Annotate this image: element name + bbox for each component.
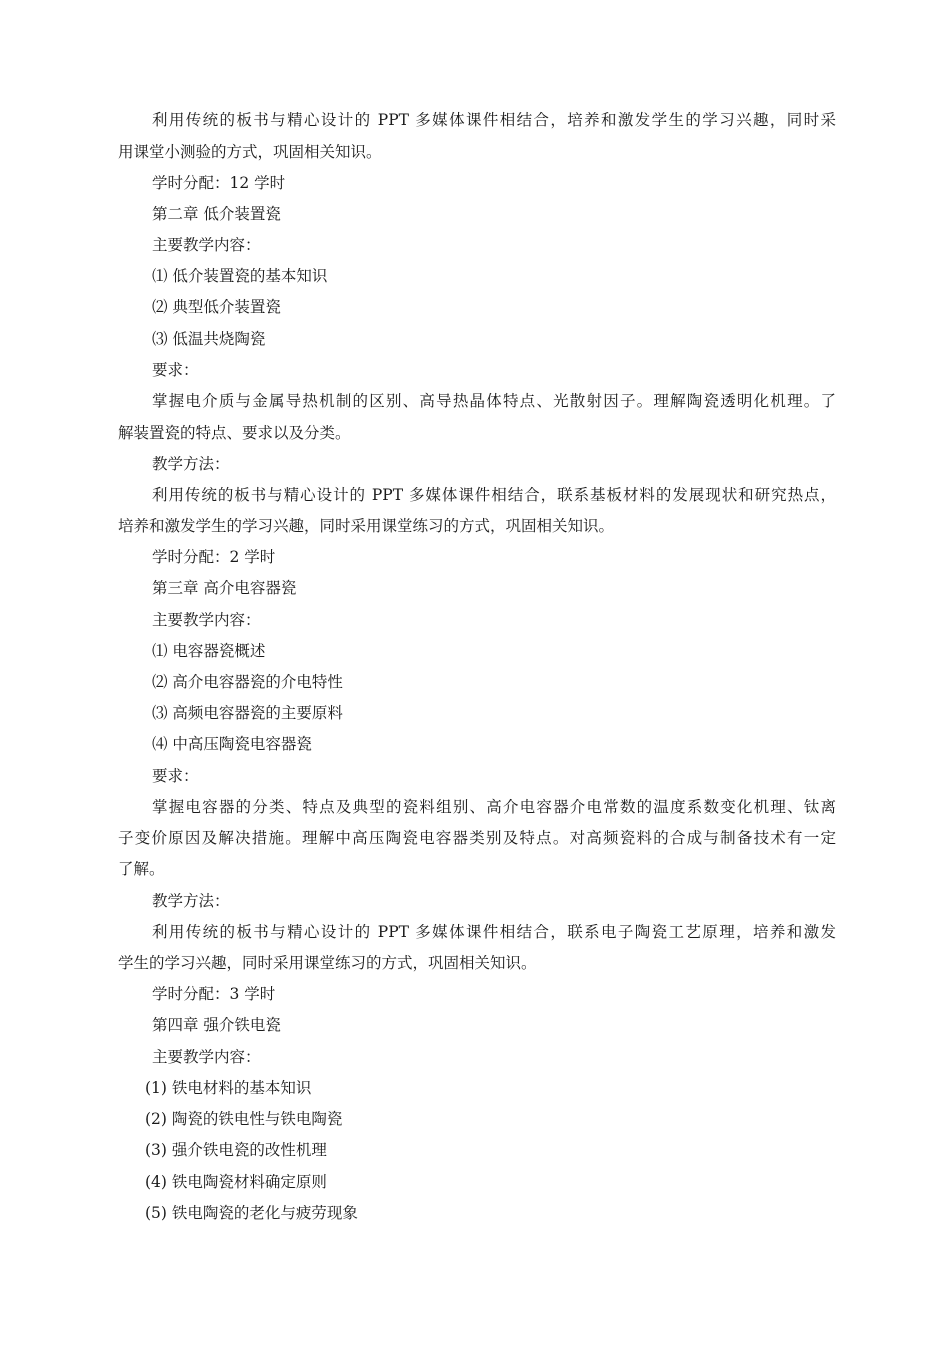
hours-allocation: 学时分配：2 学时 <box>152 548 276 566</box>
list-item: (5) 铁电陶瓷的老化与疲劳现象 <box>145 1204 358 1222</box>
list-item: ⑷ 中高压陶瓷电容器瓷 <box>152 735 312 753</box>
list-item: ⑶ 低温共烧陶瓷 <box>152 330 266 348</box>
paragraph-line: 利用传统的板书与精心设计的 PPT 多媒体课件相结合，联系基板材料的发展现状和研究热点， <box>152 486 836 504</box>
paragraph-line: 掌握电介质与金属导热机制的区别、高导热晶体特点、光散射因子。理解陶瓷透明化机理。了 <box>152 392 836 410</box>
list-item: (3) 强介铁电瓷的改性机理 <box>145 1141 327 1159</box>
section-label: 主要教学内容： <box>152 236 261 254</box>
list-item: ⑶ 高频电容器瓷的主要原料 <box>152 704 343 722</box>
list-item: ⑵ 典型低介装置瓷 <box>152 298 281 316</box>
paragraph-line: 培养和激发学生的学习兴趣，同时采用课堂练习的方式，巩固相关知识。 <box>118 517 615 535</box>
chapter-heading: 第四章 强介铁电瓷 <box>152 1016 281 1034</box>
hours-allocation: 学时分配：3 学时 <box>152 985 276 1003</box>
list-item: ⑵ 高介电容器瓷的介电特性 <box>152 673 343 691</box>
paragraph-line: 解装置瓷的特点、要求以及分类。 <box>118 424 351 442</box>
paragraph-line: 子变价原因及解决措施。理解中高压陶瓷电容器类别及特点。对高频瓷料的合成与制备技术有一定 <box>118 829 836 847</box>
paragraph-line: 利用传统的板书与精心设计的 PPT 多媒体课件相结合，联系电子陶瓷工艺原理，培养和激发 <box>152 923 836 941</box>
section-label: 教学方法： <box>152 892 230 910</box>
paragraph-line: 利用传统的板书与精心设计的 PPT 多媒体课件相结合，培养和激发学生的学习兴趣，同时采 <box>152 111 836 129</box>
list-item: ⑴ 低介装置瓷的基本知识 <box>152 267 328 285</box>
section-label: 要求： <box>152 361 199 379</box>
paragraph-line: 掌握电容器的分类、特点及典型的瓷料组别、高介电容器介电常数的温度系数变化机理、钛离 <box>152 798 836 816</box>
section-label: 教学方法： <box>152 455 230 473</box>
section-label: 主要教学内容： <box>152 1048 261 1066</box>
hours-allocation: 学时分配：12 学时 <box>152 174 286 192</box>
list-item: ⑴ 电容器瓷概述 <box>152 642 266 660</box>
section-label: 主要教学内容： <box>152 611 261 629</box>
paragraph-line: 用课堂小测验的方式，巩固相关知识。 <box>118 143 382 161</box>
paragraph-line: 了解。 <box>118 860 165 878</box>
chapter-heading: 第二章 低介装置瓷 <box>152 205 281 223</box>
list-item: (2) 陶瓷的铁电性与铁电陶瓷 <box>145 1110 343 1128</box>
chapter-heading: 第三章 高介电容器瓷 <box>152 579 297 597</box>
list-item: (1) 铁电材料的基本知识 <box>145 1079 312 1097</box>
section-label: 要求： <box>152 767 199 785</box>
paragraph-line: 学生的学习兴趣，同时采用课堂练习的方式，巩固相关知识。 <box>118 954 537 972</box>
list-item: (4) 铁电陶瓷材料确定原则 <box>145 1173 327 1191</box>
